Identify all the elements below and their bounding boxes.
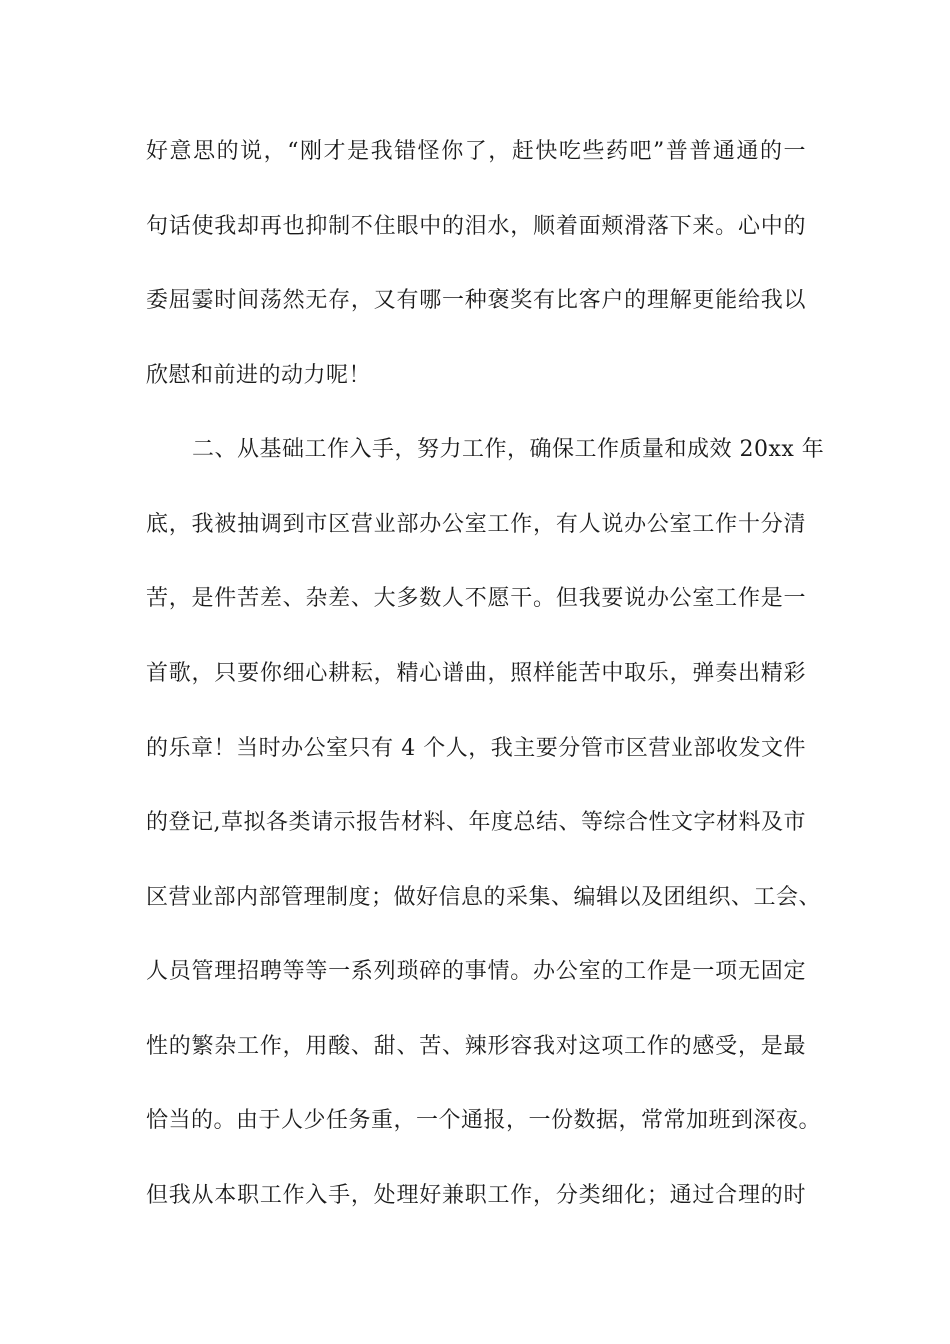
body-text-line: 底，我被抽调到市区营业部办公室工作，有人说办公室工作十分清 [146,512,806,537]
body-text-line: 性的繁杂工作，用酸、甜、苦、辣形容我对这项工作的感受，是最 [146,1034,806,1059]
body-text-line: 的登记,草拟各类请示报告材料、年度总结、等综合性文字材料及市 [146,810,806,835]
body-text-line: 人员管理招聘等等一系列琐碎的事情。办公室的工作是一项无固定 [146,959,806,984]
body-text-line: 好意思的说，“刚才是我错怪你了，赶快吃些药吧”普普通通的一 [146,139,806,164]
body-text-line: 区营业部内部管理制度；做好信息的采集、编辑以及团组织、工会、 [146,885,822,910]
body-text-line: 委屈霎时间荡然无存，又有哪一种褒奖有比客户的理解更能给我以 [146,288,806,313]
body-text-line: 苦，是件苦差、杂差、大多数人不愿干。但我要说办公室工作是一 [146,586,806,611]
body-text-line: 首歌，只要你细心耕耘，精心谱曲，照样能苦中取乐，弹奏出精彩 [146,661,806,686]
body-text-line: 句话使我却再也抑制不住眼中的泪水，顺着面颊滑落下来。心中的 [146,214,806,239]
body-text-line: 的乐章！当时办公室只有 4 个人，我主要分管市区营业部收发文件 [146,736,806,761]
section-heading-line: 二、从基础工作入手，努力工作，确保工作质量和成效 20xx 年 [192,437,825,462]
body-text-line: 恰当的。由于人少任务重，一个通报，一份数据，常常加班到深夜。 [146,1108,822,1133]
body-text-line: 欣慰和前进的动力呢！ [146,363,372,388]
body-text-line: 但我从本职工作入手，处理好兼职工作，分类细化；通过合理的时 [146,1183,806,1208]
